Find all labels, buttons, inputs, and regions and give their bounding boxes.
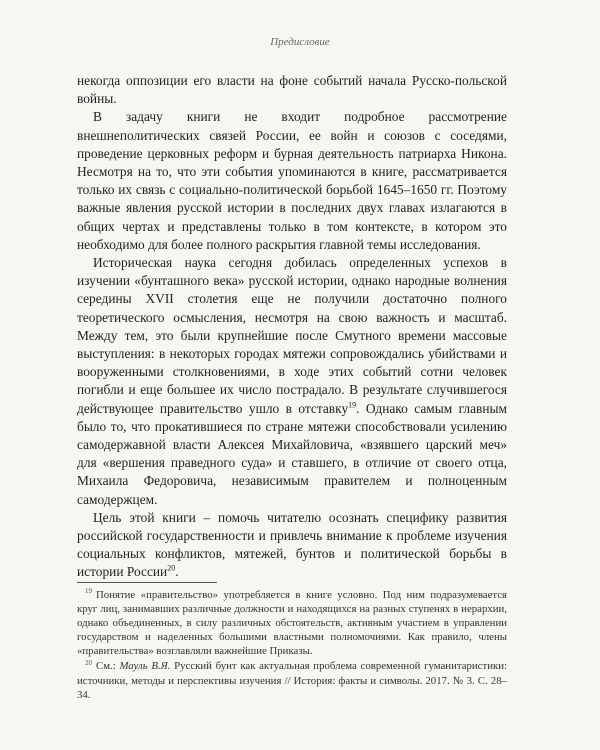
footnote-number: 19 — [85, 587, 92, 596]
footnote — [77, 659, 507, 701]
running-head: Предисловие — [270, 36, 330, 48]
paragraph-historiography — [77, 254, 507, 509]
footnote-ref[interactable]: 19 — [348, 400, 357, 410]
paragraph-text: . — [175, 564, 179, 580]
paragraph-text: Цель этой книги – помочь читателю осознать специфику развития российской государственности и привлечь внимание к проблеме изучения социальных конфликтов, мятежей, бунтов и политической борьбы в истории России — [77, 509, 507, 580]
footnote-text: Русский бунт как актуальная проблема современной гуманитаристики: источники, методы и перспективы изучения // История: факты и символы. 2017. № 3. С. 28–34. — [77, 660, 507, 701]
footnote-number: 20 — [85, 658, 92, 667]
footnote-prefix: См.: — [96, 660, 120, 673]
footnotes — [77, 588, 507, 703]
footnote-text: Понятие «правительство» употребляется в книге условно. Под ним подразумевается круг лиц, занимавших различные должности и находящихся на разных ступенях в иерархии, однако объединенных, в силу различных обстоятельств, активным участием в управлении государством и наделенных большими властными полномочиями. Как правило, члены «правительства» возглавляли важнейшие Приказы. — [77, 589, 507, 658]
footnote-ref[interactable]: 20 — [167, 564, 176, 574]
footnote-divider — [77, 582, 217, 583]
footnote-author: Мауль В.Я. — [119, 660, 171, 673]
main-text — [77, 72, 507, 582]
footnote — [77, 588, 507, 658]
paragraph-text: . Однако самым главным было то, что прокатившиеся по стране мятежи способствовали усилению самодержавной власти Алексея Михайловича, «взявшего царский меч» для «вершения праведного суда» и ставшего, в отличие от своего отца, Михаила Федоровича, независимым правителем и полноценным самодержцем. — [77, 400, 507, 507]
paragraph-text: Историческая наука сегодня добилась определенных успехов в изучении «бунташного века» русской истории, однако народные волнения середины XVII столетия еще не получили достаточно полного теоретического осмысления, несмотря на свою важность и масштаб. Между тем, это были крупнейшие после Смутного времени массовые выступления: в некоторых городах мятежи сопровождались убийствами и вооруженными столкновениями, в ходе этих событий сотни человек погибли и еще большее их число пострадало. В результате случившегося действующее правительство ушло в отставку — [77, 255, 507, 416]
paragraph-scope: В задачу книги не входит подробное рассмотрение внешнеполитических связей России, ее войн и союзов с соседями, проведение церковных реформ и бурная деятельность патриарха Никона. Несмотря на то, что эти события упоминаются в книге, рассматривается только их связь с социально-политической борьбой 1645–1650 гг. Поэтому важные явления русской истории в последних двух главах излагаются в общих чертах и представлены только в том контексте, в котором это необходимо для более полного раскрытия главной темы исследования. — [77, 109, 507, 252]
paragraph-continuation: некогда оппозиции его власти на фоне событий начала Русско-польской войны. — [77, 73, 507, 107]
paragraph-goal — [77, 509, 507, 582]
